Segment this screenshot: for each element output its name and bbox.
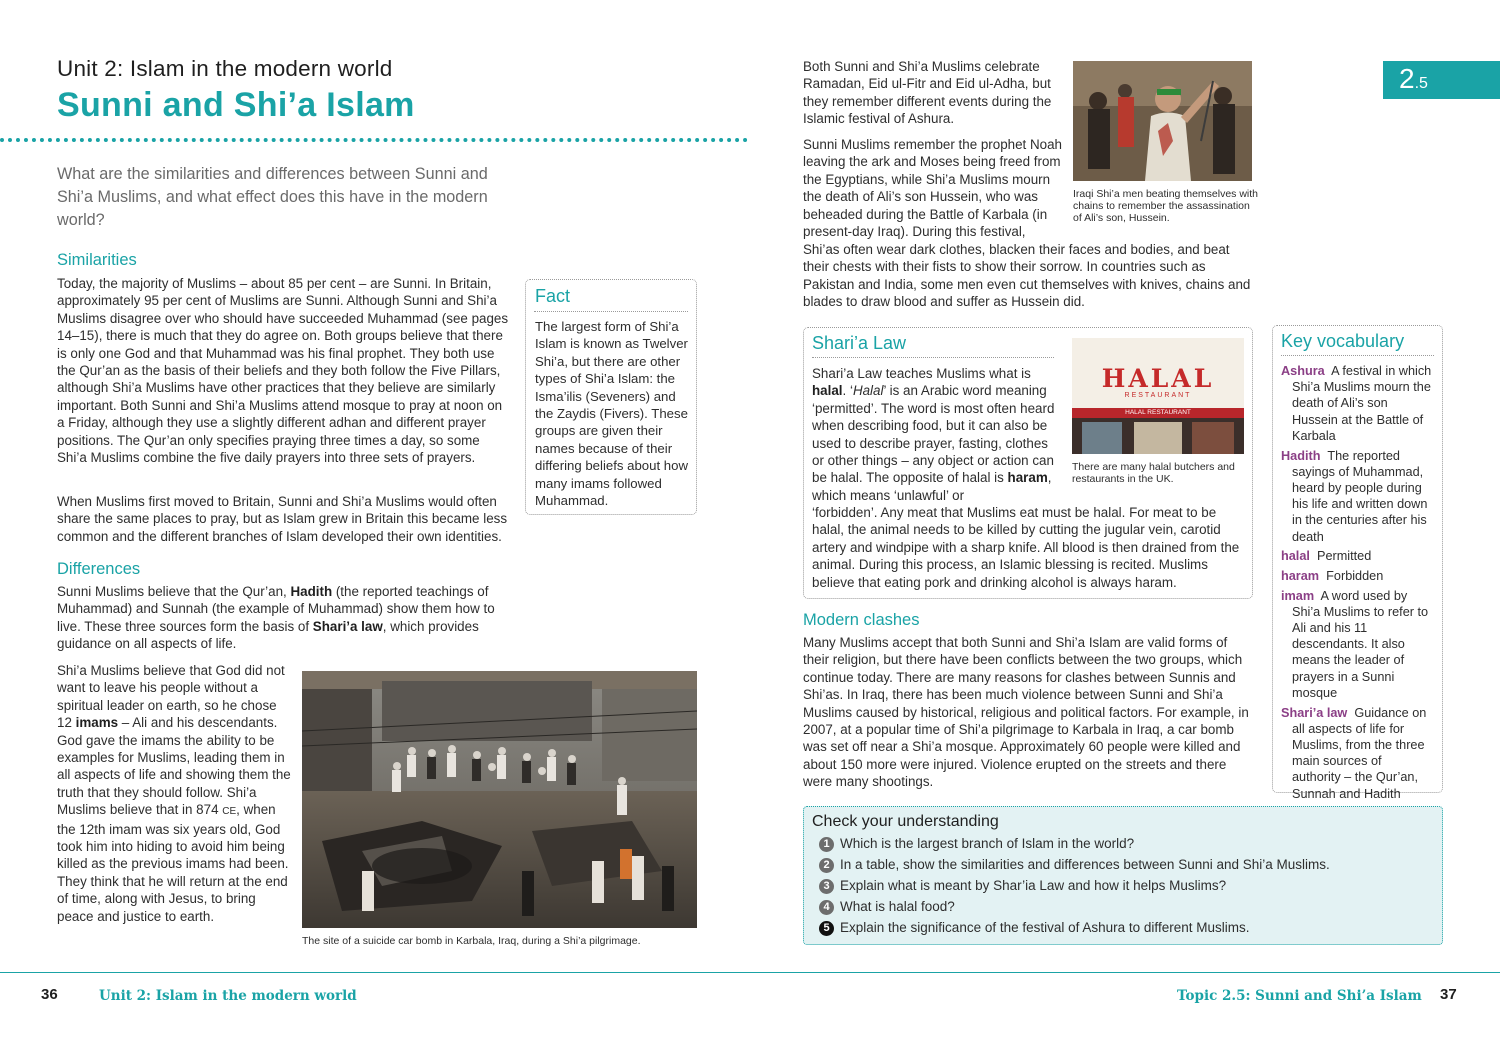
festivals-paragraph-2-bottom: Shi’as often wear dark clothes, blacken their faces and bodies, and beat their chests with their fists to show their sorrow. In countries such as Pakistan and India, some men even cut themselves with knives, chains and blades to draw blood and suffer as Hussein did. <box>803 242 1251 310</box>
right-footer-text: Topic 2.5: Sunni and Shi’a Islam <box>1177 988 1422 1004</box>
term-haram: haram <box>1007 470 1048 486</box>
topic-badge <box>1383 61 1500 99</box>
fact-text: The largest form of Shi’a Islam is known as Twelver Shi’a, but there are other types of Shi’a Islam: the Isma’ilis (Seveners) and the Zaydis (Fivers). These groups are given their names because of their differing beliefs about how many imams followed Muhammad. <box>535 319 688 509</box>
term-hadith: Hadith <box>290 584 333 599</box>
similarities-paragraph-1: Today, the majority of Muslims – about 85 per cent – are Sunni. In Britain, approximately 95 per cent of Muslims are Sunni. Although Sunni and Shi’a Muslims disagree over who should have succeeded Muhammad (see pages 14–15), there is much that they do agree on. Both groups believe that there is only one God and that Muhammad was his final prophet. They both use the Qur’an as the basis of their beliefs and they both follow the Five Pillars, although Shi’a Muslims have other practices that they believe are similarly important. Both Sunni and Shi’a Muslims attend mosque to pray at noon on a Friday, although they use a slightly different adhan and different prayer positions. The Qur’an only specifies praying three times a day, so some Shi’a Muslims combine the five daily prayers into three sets of prayers. <box>57 276 509 466</box>
question-5: 5 Explain the significance of the festival of Ashura to different Muslims. <box>819 920 1249 936</box>
festivals-paragraph-2-top: Sunni Muslims remember the prophet Noah leaving the ark and Moses being freed from the Egyptians, while Shi’a Muslims mourn the death of Ali’s son Hussein, who was beheaded during the Battle of Karbala (in present-day Iraq). During this festival, <box>803 137 1063 240</box>
question-3: 3 Explain what is meant by Shar’ia Law and how it helps Muslims? <box>819 878 1226 894</box>
ashura-photo <box>1073 61 1252 181</box>
question-4: 4 What is halal food? <box>819 899 955 915</box>
term-halal: halal <box>812 383 843 399</box>
left-footer-text: Unit 2: Islam in the modern world <box>99 988 357 1004</box>
question-number-2: 2 <box>819 858 834 873</box>
halal-sign-strip: HALAL RESTAURANT <box>1072 408 1244 418</box>
intro-question: What are the similarities and differences between Sunni and Shi’a Muslims, and what effect does this have in the modern world? <box>57 165 488 229</box>
question-1: 1 Which is the largest branch of Islam in the world? <box>819 836 1134 852</box>
ashura-caption: Iraqi Shi’a men beating themselves with chains to remember the assassination of Ali’s son, Hussein. <box>1073 188 1259 225</box>
question-number-1: 1 <box>819 837 834 852</box>
vocab-item-sharia-law: Shari’a law Guidance on all aspects of life for Muslims, from the three main sources of authority – the Qur’an, Sunnah and Hadith <box>1281 705 1427 801</box>
halal-restaurant-photo <box>1072 338 1244 454</box>
question-number-4: 4 <box>819 900 834 915</box>
check-understanding-box <box>803 806 1443 945</box>
sharia-law-title: Shari’a Law <box>812 333 907 353</box>
fact-divider <box>534 311 688 312</box>
vocab-item-ashura: Ashura A festival in which Shi’a Muslims mourn the death of Ali’s son Hussein at the Battle of Karbala <box>1281 364 1432 443</box>
halal-sign-subtext: RESTAURANT <box>1124 392 1192 399</box>
festivals-paragraph-1: Both Sunni and Shi’a Muslims celebrate Ramadan, Eid ul-Fitr and Eid ul-Adha, but they remember different events during the Islamic festival of Ashura. <box>803 59 1052 127</box>
page-title: Sunni and Shi’a Islam <box>57 86 415 124</box>
sharia-law-text-top: Shari’a Law teaches Muslims what is halal. ‘Halal’ is an Arabic word meaning ‘permitted’. The word is most often heard when describing food, but it can also be used to describe prayer, fasting, clothes or other things – any object or action can be halal. The opposite of halal is haram, which means ‘unlawful’ or <box>812 366 1055 503</box>
vocab-item-hadith: Hadith The reported sayings of Muhammad, heard by people during his life and written down in the centuries after his death <box>1281 448 1428 544</box>
modern-clashes-heading: Modern clashes <box>803 611 920 629</box>
ashura-photo-illustration <box>1073 61 1252 181</box>
term-imams: imams <box>75 715 119 731</box>
vocab-list <box>1281 363 1433 805</box>
car-bomb-photo-illustration <box>302 671 697 928</box>
similarities-paragraph-2: When Muslims first moved to Britain, Sunni and Shi’a Muslims would often share the same places to pray, but as Islam grew in Britain this became less common and the different branches of Islam developed their own identities. <box>57 494 508 544</box>
similarities-heading: Similarities <box>57 251 137 269</box>
sharia-law-divider <box>812 357 1054 358</box>
key-vocabulary-box <box>1272 325 1443 801</box>
right-page-number: 37 <box>1440 986 1457 1003</box>
fact-title: Fact <box>535 286 571 306</box>
key-vocabulary-title: Key vocabulary <box>1281 331 1405 351</box>
question-number-3: 3 <box>819 879 834 894</box>
car-bomb-photo <box>302 671 697 928</box>
modern-clashes-text: Many Muslims accept that both Sunni and Shi’a Islam are valid forms of their religion, but there have been conflicts between the two groups, which continue today. There are many reasons for clashes between Sunnis and Shi’as. In Iraq, there has been much violence between Sunni and Shi’a Muslims caused by historical, religious and political factors. For example, in 2007, at a popular time of Shi’a pilgrimage to Karbala in Iraq, a car bomb was set off near a Shi’a mosque. Approximately 60 people were killed and about 150 more were injured. Violence erupted on the streets and there were many shootings. <box>803 635 1249 790</box>
left-page-number: 36 <box>41 986 58 1003</box>
question-number-5: 5 <box>819 921 834 936</box>
footer-divider <box>0 972 1500 973</box>
vocab-item-haram: haram Forbidden <box>1281 568 1384 583</box>
question-2: 2 In a table, show the similarities and differences between Sunni and Shi’a Muslims. <box>819 857 1330 873</box>
halal-caption: There are many halal butchers and restaurants in the UK. <box>1072 461 1235 486</box>
halal-sign-text: HALAL <box>1101 364 1215 393</box>
term-sharia-law: Shari’a law <box>312 618 383 634</box>
sharia-law-text-bottom: ‘forbidden’. Any meat that Muslims eat must be halal. For meat to be halal, the animal needs to be killed by cutting the jugular vein, carotid artery and windpipe with a sharp knife. All blood is then drained from the animal. During this process, an Islamic blessing is recited. Muslims believe that eating pork and drinking alcohol is always haram. <box>812 505 1240 590</box>
vocab-item-imam: imam A word used by Shi’a Muslims to refer to Ali and his 11 descendants. It also means the leader of prayers in a Sunni mosque <box>1281 588 1429 700</box>
title-divider <box>0 138 748 142</box>
fact-box <box>525 279 697 515</box>
differences-paragraph-2: Shi’a Muslims believe that God did not want to leave his people without a spiritual leader on earth, so he chose 12 imams – Ali and his descendants. God gave the imams the ability to be examples for Muslims, leading them in all aspects of life and showing them the truth that they should follow. Shi’a Muslims believe that in 874 CE, when the 12th imam was six years old, God took him into hiding to avoid him being killed as the previous imams had been. They think that he will return at the end of time, along with Jesus, to bring peace and justice to earth. <box>57 663 291 924</box>
sharia-law-box <box>803 327 1253 599</box>
differences-paragraph-1: Sunni Muslims believe that the Qur’an, Hadith (the reported teachings of Muhammad) and Sunnah (the example of Muhammad) show them how to live. These three sources form the basis of Shari’a law, which provides guidance on all aspects of life. <box>57 584 495 652</box>
car-bomb-caption: The site of a suicide car bomb in Karbala, Iraq, during a Shi’a pilgrimage. <box>302 935 641 947</box>
topic-badge-number: 2.5 <box>1399 63 1428 94</box>
key-vocabulary-divider <box>1281 355 1434 356</box>
unit-heading: Unit 2: Islam in the modern world <box>57 56 393 81</box>
vocab-item-halal: halal Permitted <box>1281 549 1372 564</box>
check-understanding-title: Check your understanding <box>812 813 999 830</box>
differences-heading: Differences <box>57 560 141 578</box>
